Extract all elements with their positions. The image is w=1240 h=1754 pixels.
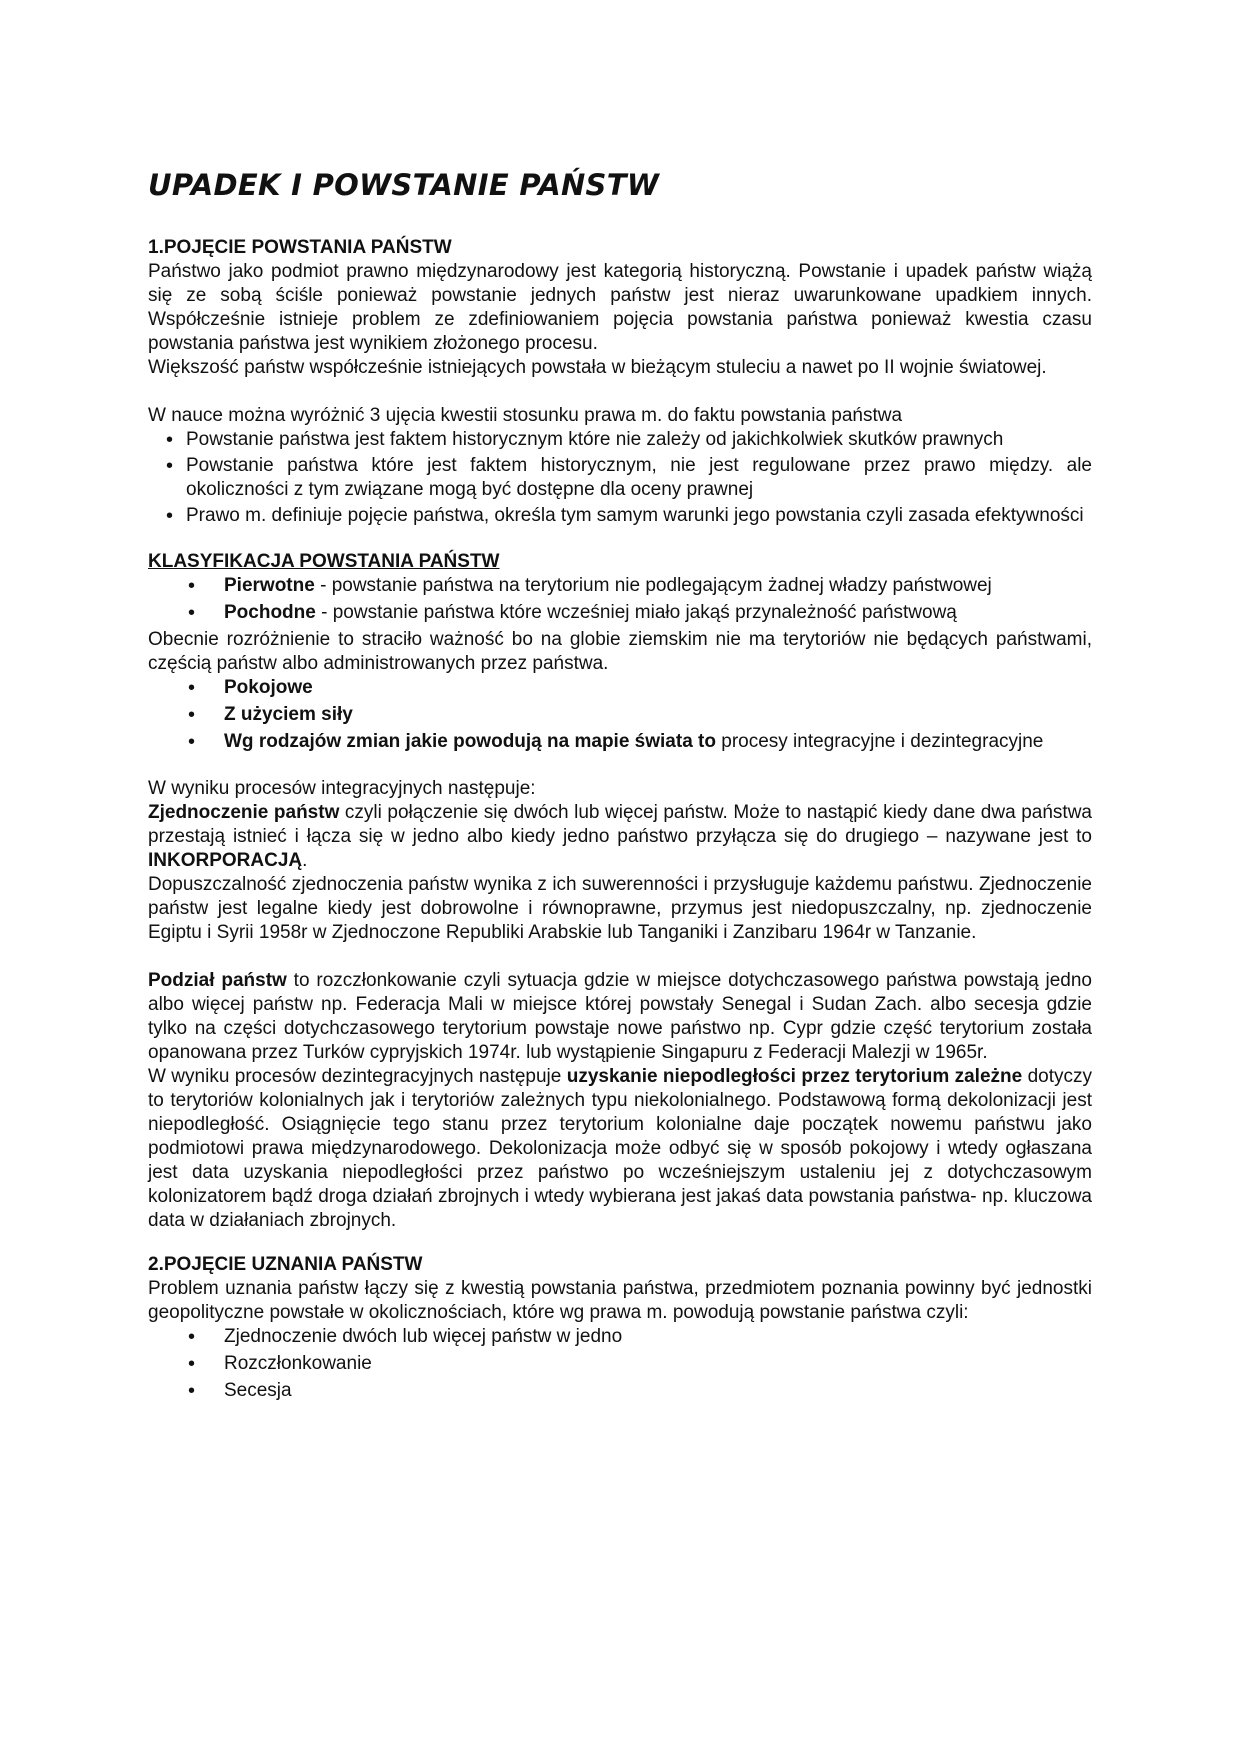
section-heading-1: 1.POJĘCIE POWSTANIA PAŃSTW — [148, 237, 452, 258]
paragraph — [148, 1065, 1092, 1233]
document-body — [148, 236, 1092, 1406]
term: Zjednoczenie państw — [148, 802, 340, 823]
bullet-list — [148, 1325, 1092, 1403]
paragraph: Problem uznania państw łączy się z kwestią powstania państwa, przedmiotem poznania powinny być jednostki geopolityczne powstałe w okolicznościach, które wg prawa m. powodują powstanie państwa czyli: — [148, 1278, 1092, 1323]
paragraph-text: to rozczłonkowanie czyli sytuacja gdzie w miejsce dotychczasowego państwa powstają jedno albo więcej państw np. Federacja Mali w miejsce której powstały Senegal i Sudan Zach. albo secesja gdzie tylko na części dotychczasowego terytorium powstaje nowe państwo np. Cypr gdzie część terytorium została opanowana przez Turków cypryjskich 1974r. lub wystąpienie Singapuru z Federacji Malezji w 1965r. — [148, 970, 1093, 1063]
section-heading-2: 2.POJĘCIE UZNANIA PAŃSTW — [148, 1254, 423, 1275]
bullet-list — [148, 574, 1092, 625]
term: Pokojowe — [224, 677, 313, 698]
list-item: • Powstanie państwa jest faktem historycznym które nie zależy od jakichkolwiek skutków prawnych — [148, 428, 1092, 452]
spacer — [148, 1233, 1092, 1253]
spacer — [148, 530, 1092, 550]
list-item: • Zjednoczenie dwóch lub więcej państw w jedno — [148, 1325, 1092, 1349]
paragraph-text: . — [302, 850, 308, 871]
paragraph-text: W wyniku procesów dezintegracyjnych następuje — [148, 1066, 567, 1087]
spacer — [148, 380, 1092, 404]
list-item — [148, 574, 1092, 598]
section-heading-klasyfikacja: KLASYFIKACJA POWSTANIA PAŃSTW — [148, 551, 500, 572]
paragraph: Państwo jako podmiot prawno międzynarodowy jest kategorią historyczną. Powstanie i upadek państw wiążą się ze sobą ściśle ponieważ powstanie jednych państw jest nieraz uwarunkowane upadkiem innych. Współcześnie istnieje problem ze zdefiniowaniem pojęcia powstania państwa ponieważ kwestia czasu powstania państwa jest wynikiem złożonego procesu. — [148, 261, 1092, 354]
term: Wg rodzajów zmian jakie powodują na mapie świata to — [224, 731, 716, 752]
paragraph: W wyniku procesów integracyjnych następuje: — [148, 778, 536, 799]
list-item-text: procesy integracyjne i dezintegracyjne — [715, 731, 1044, 752]
paragraph: W nauce można wyróżnić 3 ujęcia kwestii stosunku prawa m. do faktu powstania państwa — [148, 405, 903, 426]
list-item — [148, 703, 1092, 727]
list-item: • Rozczłonkowanie — [148, 1352, 1092, 1376]
term: uzyskanie niepodległości przez terytorium zależne — [566, 1066, 1023, 1087]
list-item — [148, 730, 1092, 754]
document-title: UPADEK I POWSTANIE PAŃSTW — [148, 168, 660, 202]
list-item: • Prawo m. definiuje pojęcie państwa, określa tym samym warunki jego powstania czyli zasada efektywności — [148, 504, 1092, 528]
list-item-text: - powstanie państwa które wcześniej miało jakąś przynależność państwową — [315, 602, 957, 623]
bullet-list — [148, 676, 1092, 754]
paragraph-text: dotyczy to terytoriów kolonialnych jak i terytoriów zależnych typu niekolonialnego. Podstawową formą dekolonizacji jest niepodległość. Osiągnięcie tego stanu przez terytorium kolonialne daje początek nowemu państwu jako podmiotowi prawa międzynarodowego. Dekolonizacja może odbyć się w sposób pokojowy i wtedy ogłaszana jest data uzyskania niepodległości przez państwo po wcześniejszym ustaleniu jej z dotychczasowym kolonizatorem bądź droga działań zbrojnych i wtedy wybierana jest jakaś data powstania państwa- np. kluczowa data w działaniach zbrojnych. — [148, 1066, 1092, 1231]
paragraph-text: czyli połączenie się dwóch lub więcej państw. Może to nastąpić kiedy dane dwa państwa przestają istnieć i łącza się w jedno albo kiedy jedno państwo przyłącza się do drugiego – nazywane jest to — [148, 802, 1092, 847]
paragraph: Większość państw współcześnie istniejących powstała w bieżącym stuleciu a nawet po II wojnie światowej. — [148, 357, 1047, 378]
list-item — [148, 601, 1092, 625]
term: Pochodne — [224, 602, 316, 623]
term: INKORPORACJĄ — [148, 850, 303, 871]
term: Pierwotne — [224, 575, 315, 596]
term: Z użyciem siły — [224, 704, 353, 725]
list-item — [148, 676, 1092, 700]
paragraph — [148, 801, 1092, 873]
bullet-list — [148, 428, 1092, 528]
paragraph — [148, 969, 1092, 1065]
spacer — [148, 757, 1092, 777]
paragraph: Dopuszczalność zjednoczenia państw wynika z ich suwerenności i przysługuje każdemu państwu. Zjednoczenie państw jest legalne kiedy jest dobrowolne i równoprawne, przymus jest niedopuszczalny, np. zjednoczenie Egiptu i Syrii 1958r w Zjednoczone Republiki Arabskie lub Tanganiki i Zanzibaru 1964r w Tanzanie. — [148, 874, 1092, 943]
term: Podział państw — [148, 970, 287, 991]
paragraph: Obecnie rozróżnienie to straciło ważność bo na globie ziemskim nie ma terytoriów nie będących państwami, częścią państw albo administrowanych przez państwa. — [148, 629, 1092, 674]
spacer — [148, 945, 1092, 969]
list-item-text: - powstanie państwa na terytorium nie podlegającym żadnej władzy państwowej — [314, 575, 992, 596]
list-item: • Secesja — [148, 1379, 1092, 1403]
list-item: • Powstanie państwa które jest faktem historycznym, nie jest regulowane przez prawo między. ale okoliczności z tym związane mogą być dostępne dla oceny prawnej — [148, 454, 1092, 502]
